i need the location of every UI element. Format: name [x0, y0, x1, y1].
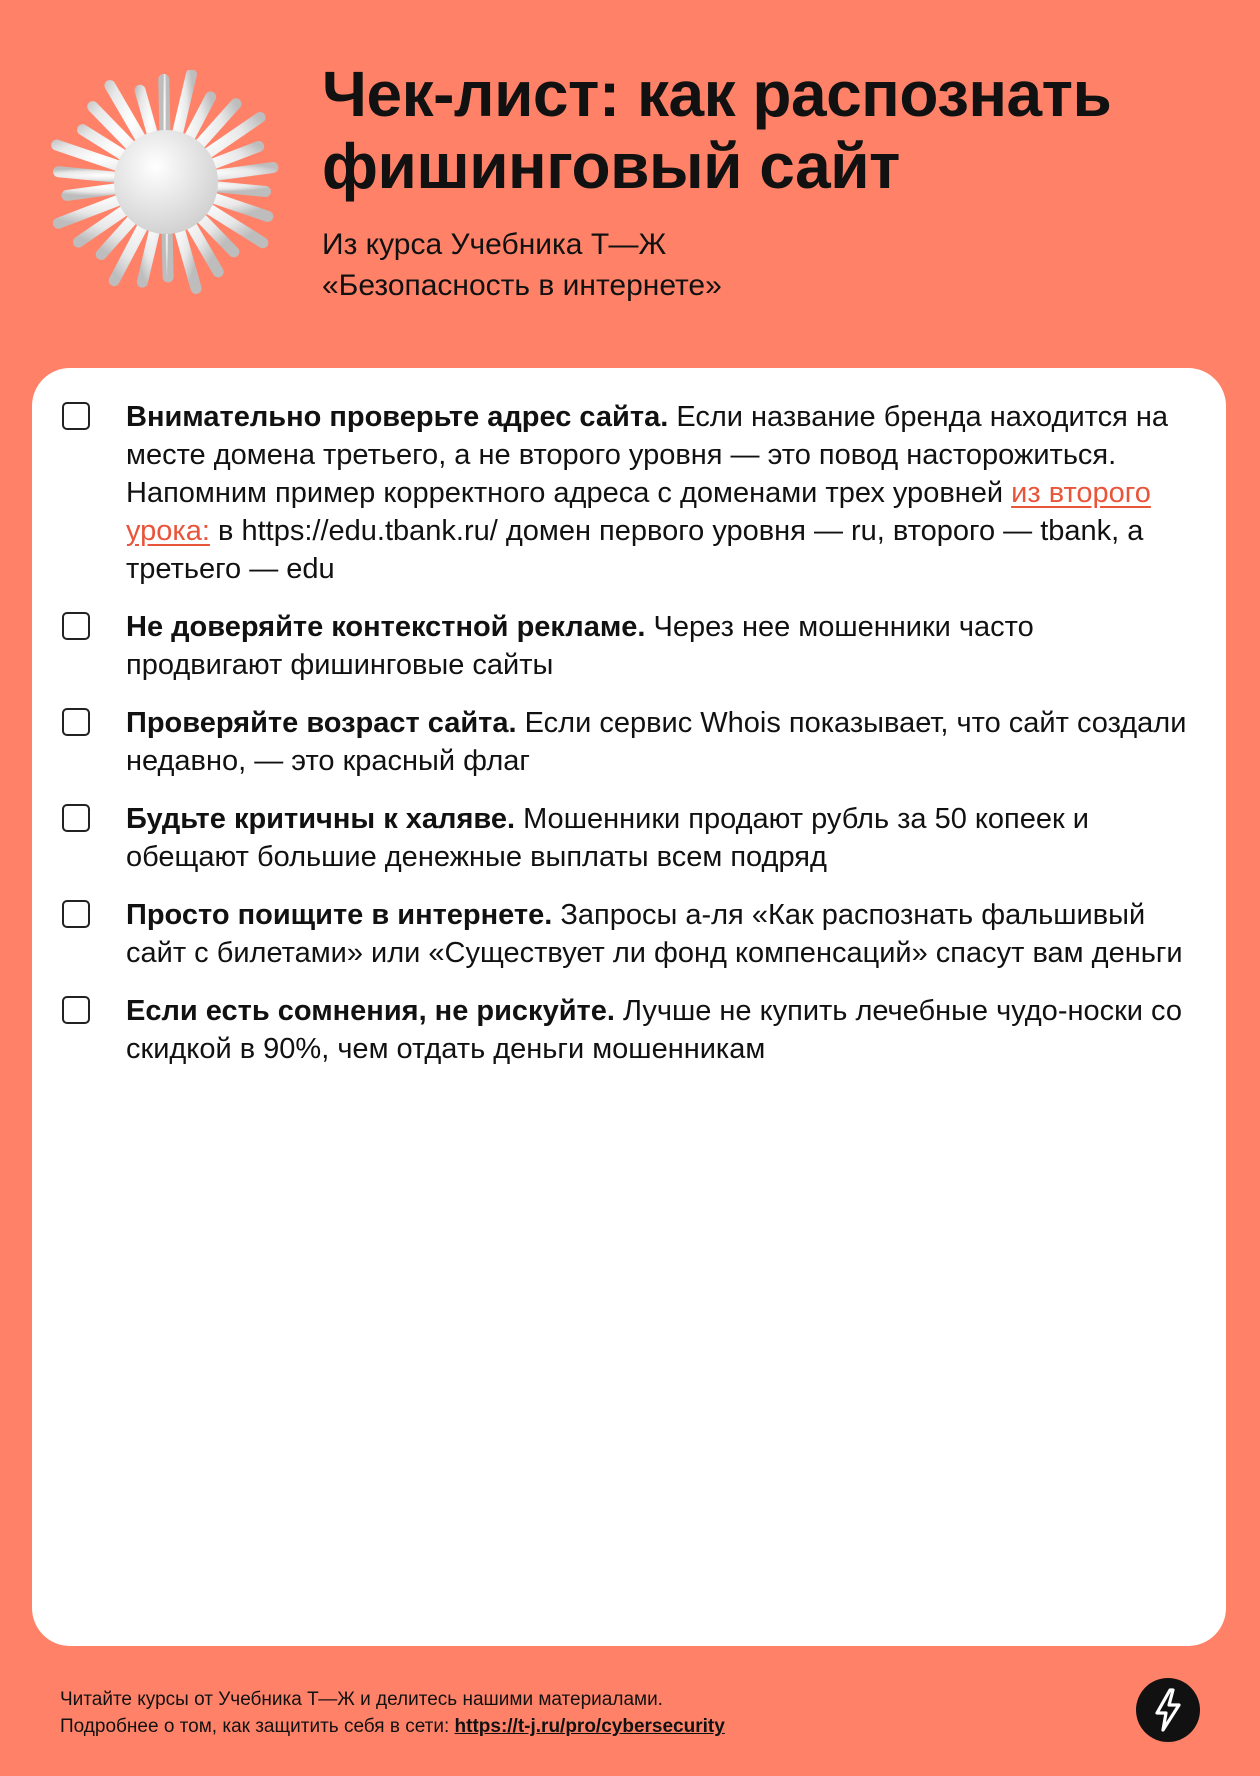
checkbox[interactable] [62, 402, 90, 430]
item-text: Мошенники продают рубль за 50 копеек и обещают большие денежные выплаты всем подряд [126, 803, 1089, 873]
lightning-icon[interactable] [1136, 1678, 1200, 1742]
item-heading: Проверяйте возраст сайта. [126, 707, 517, 739]
lesson-link[interactable]: из второго урока: [126, 477, 1151, 547]
item-text-after: в https://edu.tbank.ru/ домен первого уровня — ru, второго — tbank, а третьего — edu [126, 515, 1144, 585]
item-text: Запросы а-ля «Как распознать фальшивый сайт с билетами» или «Существует ли фонд компенсаций» спасут вам деньги [126, 899, 1183, 969]
item-heading: Будьте критичны к халяве. [126, 803, 516, 835]
item-heading: Не доверяйте контекстной рекламе. [126, 611, 646, 643]
checkbox[interactable] [62, 804, 90, 832]
item-heading: Если есть сомнения, не рискуйте. [126, 995, 615, 1027]
checklist-item-freebies [32, 800, 1226, 876]
checkbox[interactable] [62, 612, 90, 640]
item-text: Если название бренда находится на месте домена третьего, а не второго уровня — это повод насторожиться. Напомним пример корректного адреса с доменами трех уровней [126, 401, 1169, 509]
checklist-card [32, 368, 1226, 1646]
title-line-1: Чек-лист: как распознать [322, 58, 1112, 130]
subtitle-line-1: Из курса Учебника Т—Ж [322, 228, 667, 261]
footer [60, 1686, 725, 1740]
checkbox[interactable] [62, 708, 90, 736]
item-text: Через нее мошенники часто продвигают фишинговые сайты [126, 611, 1034, 681]
checklist-item-search [32, 896, 1226, 972]
checklist-item-address [32, 398, 1226, 588]
checklist-item-ads [32, 608, 1226, 684]
checkbox[interactable] [62, 900, 90, 928]
item-heading: Внимательно проверьте адрес сайта. [126, 401, 669, 433]
footer-line-2 [60, 1713, 725, 1740]
footer-line-2-text: Подробнее о том, как защитить себя в сети: [60, 1716, 450, 1737]
checklist-item-age [32, 704, 1226, 780]
page-title [322, 58, 1222, 202]
checklist [32, 398, 1226, 1088]
item-heading: Просто поищите в интернете. [126, 899, 553, 931]
virus-icon [48, 70, 288, 300]
checkbox[interactable] [62, 996, 90, 1024]
item-text: Лучше не купить лечебные чудо-носки со скидкой в 90%, чем отдать деньги мошенникам [126, 995, 1183, 1065]
subtitle [322, 224, 1222, 306]
subtitle-line-2: «Безопасность в интернете» [322, 269, 722, 302]
item-text: Если сервис Whois показывает, что сайт создали недавно, — это красный флаг [126, 707, 1187, 777]
title-line-2: фишинговый сайт [322, 130, 900, 202]
footer-line-1: Читайте курсы от Учебника Т—Ж и делитесь нашими материалами. [60, 1689, 663, 1710]
footer-link[interactable]: https://t-j.ru/pro/cybersecurity [454, 1716, 725, 1737]
checklist-item-doubts [32, 992, 1226, 1068]
